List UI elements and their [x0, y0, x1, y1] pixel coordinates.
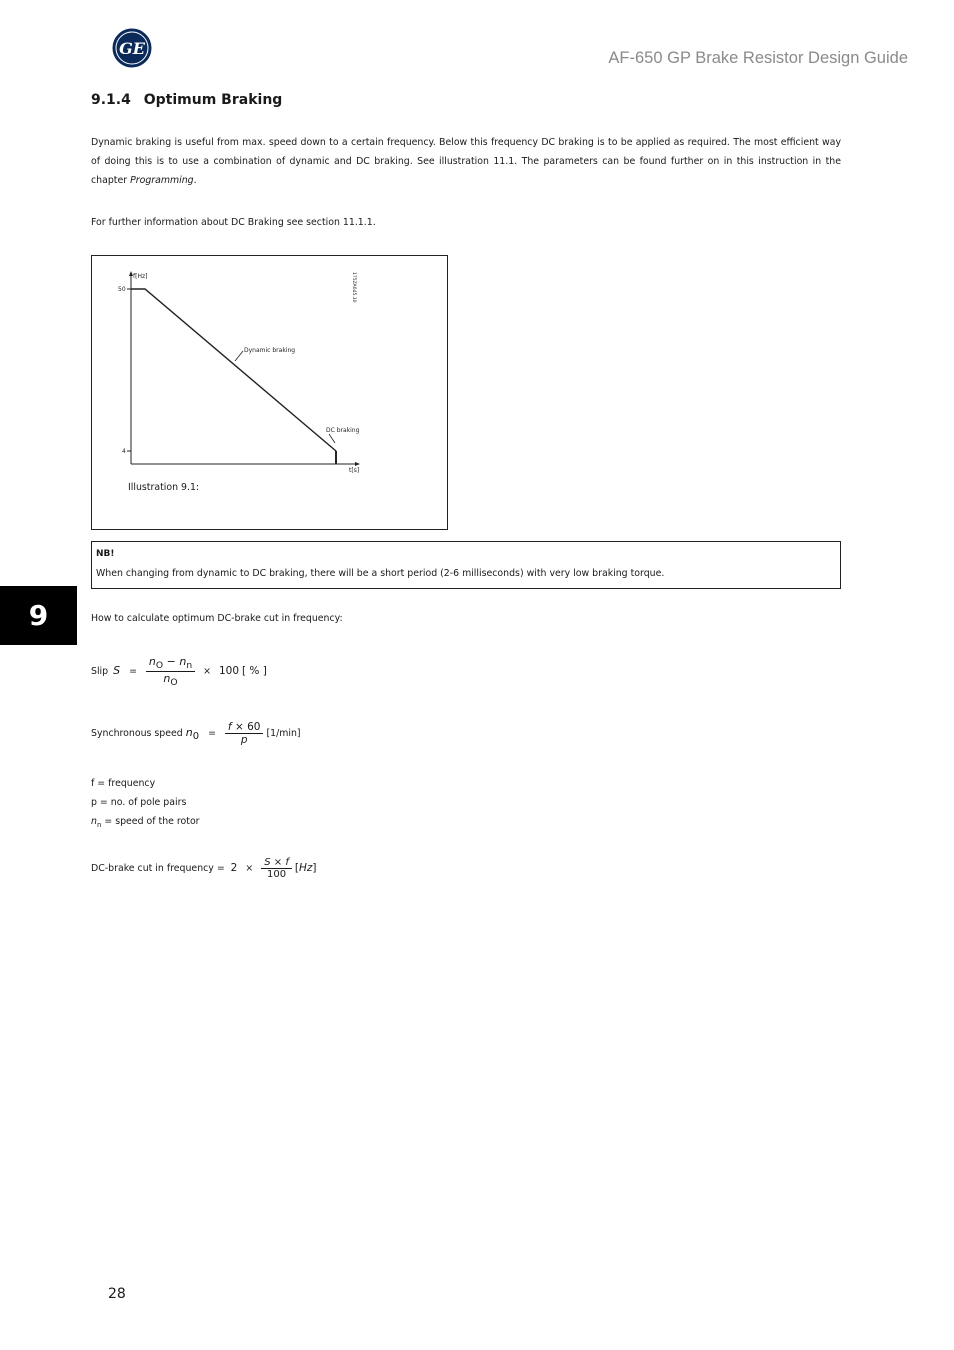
- dc-brake-numerator: [261, 857, 292, 869]
- slip-factor: 100: [218, 665, 240, 678]
- sync-speed-var-sub: 0: [192, 730, 200, 742]
- document-title: AF-650 GP Brake Resistor Design Guide: [608, 49, 908, 67]
- note-label: NB!: [96, 549, 115, 559]
- paragraph-intro: [91, 133, 841, 190]
- section-number: 9.1.4: [91, 92, 131, 108]
- slip-times: ×: [203, 666, 211, 678]
- dc-brake-factor: 2: [230, 862, 238, 874]
- dc-unit-open: [: [294, 862, 299, 874]
- sync-speed-label: Synchronous speed: [91, 728, 183, 739]
- dc-brake-fraction: [261, 857, 292, 880]
- slip-fraction: [146, 655, 195, 688]
- ge-logo-text: GE: [119, 39, 145, 58]
- definition-pole-pairs: p = no. of pole pairs: [91, 797, 187, 808]
- dc-braking-label: DC braking: [326, 427, 360, 434]
- slip-num-b: n: [179, 655, 187, 668]
- dc-brake-formula: [91, 857, 316, 880]
- definition-rotor-speed: [91, 816, 200, 829]
- section-heading: [91, 92, 282, 108]
- y-tick-label-bottom: 4: [122, 448, 126, 455]
- rotor-speed-var: n: [91, 816, 97, 827]
- sync-speed-formula: [91, 721, 301, 746]
- braking-figure: [91, 255, 448, 530]
- slip-denominator: [146, 672, 195, 688]
- sync-num-f: f: [227, 721, 232, 733]
- x-axis-label: t[s]: [349, 467, 360, 474]
- sync-speed-eq: =: [208, 728, 216, 739]
- slip-var: S: [113, 664, 121, 678]
- slip-eq: =: [129, 666, 137, 678]
- dc-num-s: S: [264, 857, 271, 868]
- definition-frequency: f = frequency: [91, 778, 156, 789]
- slip-unit: [ % ]: [242, 665, 267, 678]
- dc-braking-leader: [329, 434, 335, 443]
- chapter-tab: 9: [0, 586, 77, 645]
- paragraph-further-info: For further information about DC Braking see section 11.1.1.: [91, 217, 376, 228]
- dc-brake-unit: [295, 862, 317, 874]
- paragraph-intro-end: .: [193, 175, 197, 186]
- page-number: 28: [108, 1286, 126, 1302]
- note-text: When changing from dynamic to DC braking, there will be a short period (2-6 milliseconds) with very low braking torque.: [96, 568, 665, 579]
- slip-label: Slip: [91, 666, 109, 678]
- y-axis-label: f[Hz]: [133, 273, 148, 280]
- dc-brake-times: ×: [245, 863, 254, 874]
- rotor-speed-sub: n: [96, 820, 102, 829]
- paragraph-intro-text: Dynamic braking is useful from max. speed down to a certain frequency. Below this frequency DC braking is to be applied as required. The most efficient way of doing this is to use a combination of dynamic and DC braking. See illustration 11.1. The parameters can be found further on in this instruction in the chapter: [91, 137, 841, 186]
- dc-num-f: f: [285, 857, 289, 868]
- slip-num-a-sub: O: [155, 660, 164, 672]
- programming-chapter-ref: Programming: [130, 175, 194, 186]
- slip-numerator: [146, 655, 195, 672]
- sync-num-60: 60: [247, 721, 261, 733]
- slip-minus: −: [166, 655, 176, 668]
- figure-code: 175ZA645.10: [351, 272, 356, 303]
- slip-den: n: [163, 672, 171, 686]
- dc-unit: Hz: [298, 862, 313, 874]
- dynamic-braking-curve: [131, 289, 336, 451]
- x-axis-arrow: [355, 462, 360, 466]
- sync-speed-var: n: [185, 726, 193, 739]
- figure-caption: Illustration 9.1:: [128, 482, 200, 493]
- dc-brake-denominator: 100: [266, 869, 287, 880]
- sync-speed-denominator: p: [240, 734, 248, 746]
- slip-num-a: n: [148, 655, 156, 668]
- slip-formula: [91, 655, 267, 688]
- y-tick-label-top: 50: [118, 286, 126, 293]
- sync-speed-unit: [1/min]: [266, 728, 301, 739]
- sync-speed-fraction: [225, 721, 264, 746]
- sync-times: ×: [234, 721, 244, 733]
- sync-speed-numerator: [225, 721, 264, 734]
- dynamic-braking-leader: [235, 351, 243, 361]
- ge-logo: [112, 28, 152, 68]
- dc-brake-label: DC-brake cut in frequency =: [91, 863, 225, 874]
- section-title: Optimum Braking: [143, 92, 283, 108]
- rotor-speed-text: = speed of the rotor: [101, 816, 200, 827]
- calc-intro: How to calculate optimum DC-brake cut in frequency:: [91, 613, 343, 624]
- slip-den-sub: O: [170, 677, 178, 689]
- dynamic-braking-label: Dynamic braking: [244, 347, 296, 354]
- note-box: [91, 541, 841, 589]
- dc-num-times: ×: [273, 857, 283, 868]
- dc-unit-close: ]: [312, 862, 317, 874]
- slip-num-b-sub: n: [186, 660, 193, 672]
